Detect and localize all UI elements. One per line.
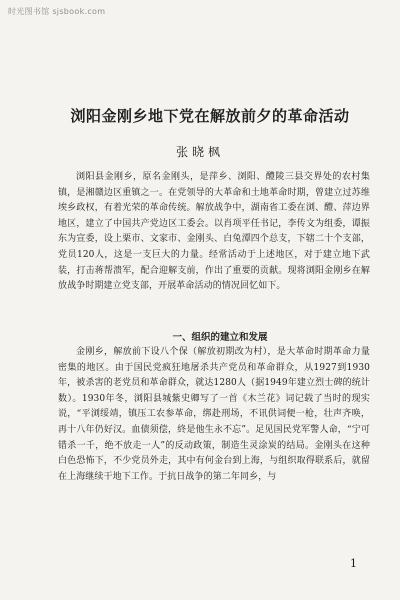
intro-paragraph: 浏阳县金刚乡，原名金刚头，是萍乡、浏阳、醴陵三县交界处的农村集镇，是湘赣边区重镇之一。在党领导的大革命和土地革命时期，曾建立过苏维埃乡政权，有着光荣的革命传统。解放战争中，湖南省工委在浏、醴、萍边界地区，建立了中国共产党边区工委会。以肖项平任书记，李传文为组委，谭振东为宣委，设上栗市、文家市、金刚头、白兔潭四个总支，下辖二十个支部，党员120人，这是一支巨大的力量。经常活动于上述地区，对于建立地下武装，打击蒋帮溃军，配合迎解支前，作出了重要的贡献。现将浏阳金刚乡在解放战争时期建立党支部，开展革命活动的情况回忆如下。: [58, 172, 370, 292]
article-author: 张晓枫: [175, 145, 224, 159]
article-title: 浏阳金刚乡地下党在解放前夕的革命活动: [70, 107, 350, 125]
section-heading: 一、组织的建立和发展: [172, 332, 268, 343]
section-paragraph: 金刚乡，解放前下设八个保（解放初期改为村），是大革命时期革命力量密集的地区。由于国民党疯狂地屠杀共产党员和革命群众，从1927到1930年，被杀害的老党员和革命群众，就达1280人（据1949年建立烈士碑的统计数）。1930年冬，浏阳县城紫史卿写了一首《木兰花》词记载了当时的现实说，“平浏绥靖，镇压工农参革命，绑赴刑场，不讯供词便一枪，壮声齐唤，再十八年仍好汉。血债须偿，終是他生永不忘”。足见国民党军警人命，“宁可错杀一千，绝不放走一人”的反动政策，制造生灵涂炭的结局。金刚头在这种白色恐怖下，不少党员外走，其中有何金台到上海，与组织取得联系后，就留在上海继续干地下工作。于抗日战争的第二年同乡，与: [58, 347, 370, 482]
site-watermark: 时光图书馆 sjsbook.com: [8, 7, 106, 16]
page-number: 1: [350, 557, 357, 570]
